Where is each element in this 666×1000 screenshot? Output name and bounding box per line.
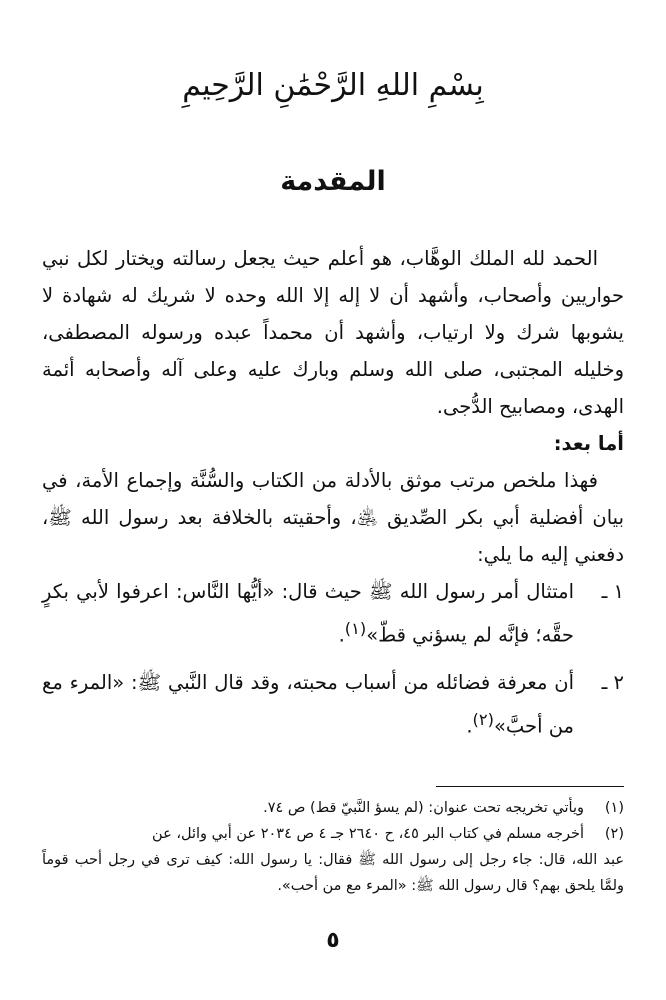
amma-baad-heading: أما بعد: [553, 432, 624, 455]
footnote-text: أخرجه مسلم في كتاب البر ٤٥، ح ٢٦٤٠ جـ ٤ ص ٢٠٣٤ عن أبي وائل، عن [152, 826, 584, 842]
footnote [42, 795, 624, 821]
list-item-number: ٢ ـ [601, 670, 624, 694]
page-title: المقدمة [280, 166, 386, 197]
footnote-number: (١) [604, 800, 624, 816]
footnote [42, 821, 624, 847]
list-item-text: امتثال أمر رسول الله ﷺ حيث قال: «أيُّها النَّاس: اعرفوا لأبي بكرٍ حقَّه؛ فإنَّه لم يسؤني قطّ»$^{(١)}$. [42, 580, 574, 647]
list-item [42, 573, 624, 654]
footnote-number: (٢) [604, 826, 624, 842]
basmala-header: بِسْمِ اللهِ الرَّحْمَٰنِ الرَّحِيمِ [182, 68, 484, 103]
intro-paragraph: الحمد لله الملك الوهَّاب، هو أعلم حيث يجعل رسالته ويختار لكل نبي حواريين وأصحاب، وأشهد أن لا إله إلا الله وحده لا شريك له شهادة لا يشوبها شرك ولا ارتياب، وأشهد أن محمداً عبده ورسوله المصطفى، وخليله المجتبى، صلى الله وسلم وبارك عليه وعلى آله وأصحابه أئمة الهدى، ومصابيح الدُّجى. [42, 247, 624, 418]
list-item-number: ١ ـ [601, 580, 624, 603]
footnote-text: ويأتي تخريجه تحت عنوان: (لم يسؤ النَّبيّ قط) ص ٧٤. [263, 800, 584, 816]
list-item-content: امتثال أمر رسول الله ﷺ حيث قال: «أيُّها النَّاس: اعرفوا لأبي بكرٍ حقَّه؛ فإنَّه لم يسؤني قطّ» [42, 580, 574, 647]
page-number: ٥ [326, 928, 340, 953]
footnote-divider [436, 786, 624, 787]
list-item-text: أن معرفة فضائله من أسباب محبته، وقد قال النَّبي ﷺ: «المرء مع من أحبَّ»$^{(٢)}$. [42, 670, 574, 737]
list-item [42, 664, 624, 745]
list-item-content: أن معرفة فضائله من أسباب محبته، وقد قال النَّبي ﷺ: «المرء مع من أحبَّ» [42, 670, 574, 737]
footnote-ref: (١) [344, 619, 367, 638]
footnote-ref: (٢) [472, 709, 494, 729]
footnotes [42, 795, 624, 899]
main-text [42, 240, 624, 744]
purpose-paragraph: فهذا ملخص مرتب موثق بالأدلة من الكتاب والسُّنَّة وإجماع الأمة، في بيان أفضلية أبي بكر الصِّديق ﵁، وأحقيته بالخلافة بعد رسول الله ﷺ، دفعني إليه ما يلي: [42, 469, 624, 566]
footnote-continuation: عبد الله، قال: جاء رجل إلى رسول الله ﷺ فقال: يا رسول الله: كيف ترى في رجل أحب قوماً ولمَّا يلحق بهم؟ قال رسول الله ﷺ: «المرء مع من أحب». [42, 852, 624, 894]
